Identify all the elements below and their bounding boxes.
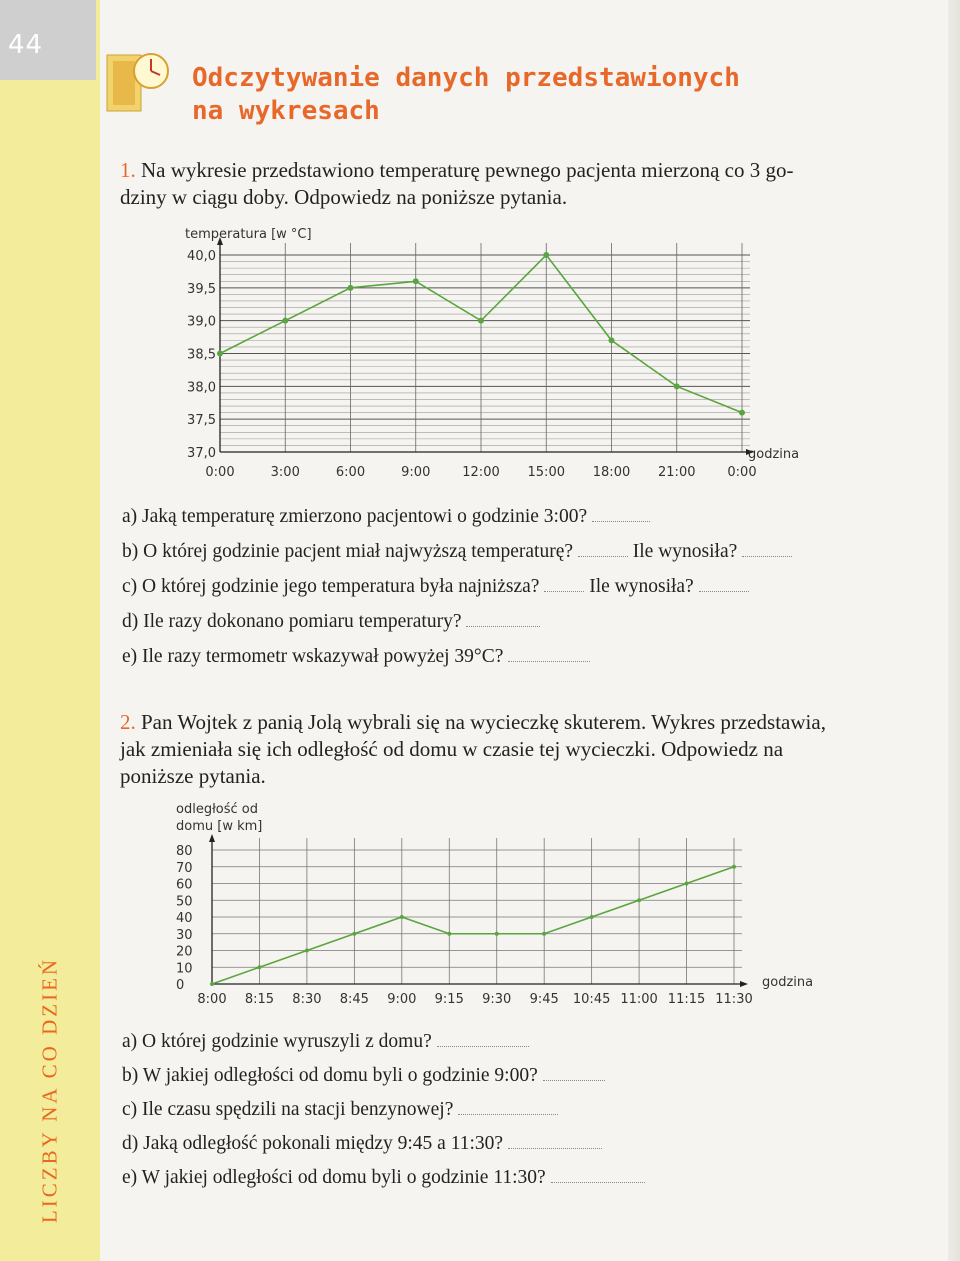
x-tick-label: 9:15 [434,992,464,1007]
x-tick-label: 6:00 [335,465,366,480]
y-tick-label: 39,0 [187,314,216,330]
exercise-2-line-1: Pan Wojtek z panią Jolą wybrali się na wycieczkę skuterem. Wykres przedstawia, [141,710,826,734]
x-tick-label: 8:45 [339,992,369,1007]
y-tick-label: 39,5 [187,281,216,297]
data-point [543,252,549,258]
answer-field[interactable] [699,575,749,592]
x-tick-label: 0:00 [205,465,235,480]
x-tick-label: 0:00 [727,465,757,480]
data-point [348,285,354,291]
x-tick-label: 12:00 [462,465,500,480]
y-tick-label: 20 [176,944,193,960]
ex1-question-e-text: e) Ile razy termometr wskazywał powyżej 39°C? [122,646,504,667]
ex1-question-a [122,505,650,529]
ex2-question-b-text: b) W jakiej odległości od domu byli o godzinie 9:00? [122,1065,538,1086]
data-point [217,351,223,357]
ex1-question-b-text: b) O której godzinie pacjent miał najwyższą temperaturę? [122,541,574,562]
x-tick-label: 8:00 [197,992,227,1007]
answer-field[interactable] [543,1064,605,1081]
x-tick-label: 9:00 [387,992,417,1007]
ex1-question-b [122,540,792,564]
x-tick-label: 11:15 [667,992,706,1007]
exercise-1-line-1: Na wykresie przedstawiono temperaturę pewnego pacjenta mierzoną co 3 go- [141,158,794,182]
y-tick-label: 30 [176,927,193,943]
x-tick-label: 3:00 [270,465,300,480]
x-axis-label: godzina [762,975,814,990]
temperature-chart-grid [220,243,750,452]
answer-field[interactable] [544,575,584,592]
answer-field[interactable] [508,1132,602,1149]
answer-field[interactable] [592,505,650,522]
ex1-question-d [122,610,540,634]
y-tick-label: 70 [176,860,193,876]
title-line-2: na wykresach [192,96,380,126]
ex2-question-a [122,1030,529,1054]
y-tick-label: 60 [176,877,193,893]
answer-field[interactable] [466,610,540,627]
ex2-question-c-text: c) Ile czasu spędzili na stacji benzynowej? [122,1099,454,1120]
exercise-2-line-2: jak zmieniała się ich odległość od domu w czasie tej wycieczki. Odpowiedz na [120,737,784,761]
answer-field[interactable] [578,540,628,557]
y-axis-label: temperatura [w °C] [185,227,312,242]
exercise-2-number: 2. [120,710,136,734]
x-tick-label: 11:00 [620,992,658,1007]
ex1-question-c [122,575,749,599]
ex1-question-d-text: d) Ile razy dokonano pomiaru temperatury? [122,611,462,632]
y-tick-label: 10 [176,961,193,977]
y-tick-label: 0 [176,978,185,993]
answer-field[interactable] [551,1166,645,1183]
x-tick-label: 21:00 [658,465,696,480]
ex2-question-a-text: a) O której godzinie wyruszyli z domu? [122,1031,432,1052]
ex1-question-a-text: a) Jaką temperaturę zmierzono pacjentowi o godzinie 3:00? [122,506,588,527]
ex2-question-e [122,1166,645,1190]
x-tick-label: 9:45 [529,992,559,1007]
exercise-2-line-3: poniższe pytania. [120,764,266,788]
y-tick-label: 80 [176,844,193,859]
data-point [478,318,484,324]
exercise-1-number: 1. [120,158,136,182]
data-point [413,278,419,284]
ex2-question-c [122,1098,558,1122]
title-line-1: Odczytywanie danych przedstawionych [192,63,740,93]
x-tick-label: 9:30 [482,992,512,1007]
y-tick-label: 37,0 [187,446,216,461]
answer-field[interactable] [508,645,590,662]
y-tick-label: 38,5 [187,347,216,363]
x-tick-label: 15:00 [527,465,565,480]
page-number: 44 [8,30,44,60]
side-section-label: LICZBY NA CO DZIEŃ [37,956,62,1224]
exercise-2-text [120,709,880,790]
y-axis-label-line-2: domu [w km] [176,819,263,834]
data-point [674,383,680,389]
ex1-question-c2-text: Ile wynosiła? [589,576,694,597]
y-tick-label: 38,0 [187,380,216,396]
x-tick-label: 11:30 [715,992,753,1007]
x-tick-label: 10:45 [572,992,611,1007]
exercise-1-line-2: dziny w ciągu doby. Odpowiedz na poniższe pytania. [120,185,568,209]
answer-field[interactable] [437,1030,529,1047]
x-tick-label: 18:00 [592,465,631,480]
x-axis-label: godzina [748,447,800,462]
y-tick-label: 37,5 [187,413,216,429]
data-point [282,318,288,324]
ex2-question-d [122,1132,602,1156]
ex1-question-c-text: c) O której godzinie jego temperatura była najniższa? [122,576,540,597]
ex2-question-b [122,1064,605,1088]
ex1-question-b2-text: Ile wynosiła? [632,541,738,562]
x-tick-label: 8:30 [292,992,322,1007]
ex2-question-e-text: e) W jakiej odległości od domu byli o godzinie 11:30? [122,1167,546,1188]
data-point [609,337,615,343]
answer-field[interactable] [458,1098,558,1115]
x-tick-label: 9:00 [401,465,431,480]
y-tick-label: 40 [176,911,193,926]
x-tick-label: 8:15 [244,992,275,1007]
data-point [739,410,745,416]
ex1-question-e [122,645,590,669]
y-tick-label: 40,0 [187,249,216,264]
y-axis-label-line-1: odległość od [176,802,258,817]
y-tick-label: 50 [176,894,193,910]
ex2-question-d-text: d) Jaką odległość pokonali między 9:45 a 11:30? [122,1133,504,1154]
answer-field[interactable] [742,540,792,557]
